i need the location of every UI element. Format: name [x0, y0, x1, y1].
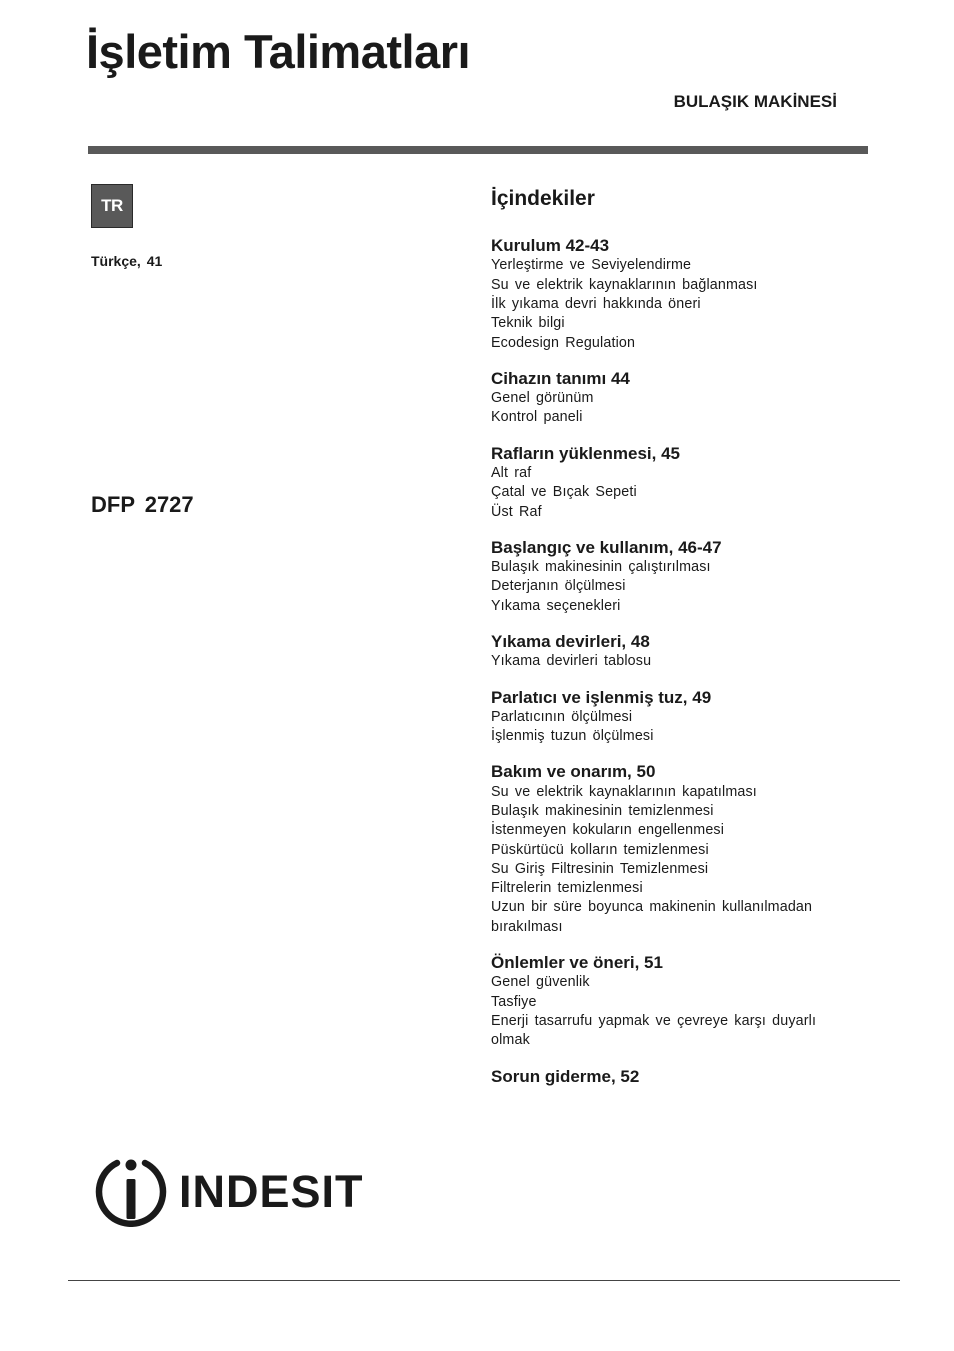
toc-item: Püskürtücü kolların temizlenmesi [491, 841, 709, 858]
toc-section-title: Yıkama devirleri, 48 [491, 632, 650, 652]
product-type: BULAŞIK MAKİNESİ [673, 92, 837, 111]
toc-item: Parlatıcının ölçülmesi [491, 708, 633, 725]
brand-name: INDESIT [179, 1165, 364, 1217]
toc-item-list [491, 558, 911, 616]
toc-item: Yıkama devirleri tablosu [491, 653, 652, 670]
language-badge: TR [91, 184, 133, 228]
language-page-reference: Türkçe, 41 [91, 253, 163, 269]
toc-item: Üst Raf [491, 503, 542, 520]
toc-section [491, 537, 911, 616]
toc-item: İstenmeyen kokuların engellenmesi [491, 822, 725, 839]
document-title: İşletim Talimatları [86, 25, 471, 78]
brand-logo [95, 1155, 364, 1227]
toc-section [491, 952, 911, 1050]
toc-item: Genel görünüm [491, 390, 594, 407]
toc-sections [491, 235, 911, 1087]
toc-item-list [491, 973, 911, 1050]
footer-divider [68, 1280, 900, 1281]
toc-section-title: Başlangıç ve kullanım, 46-47 [491, 537, 722, 557]
header-divider-bar [88, 146, 868, 154]
toc-section [491, 1066, 911, 1087]
toc-item-list [491, 708, 911, 747]
toc-section [491, 761, 911, 937]
toc-item: Filtrelerin temizlenmesi [491, 880, 643, 897]
toc-item: İşlenmiş tuzun ölçülmesi [491, 728, 654, 745]
toc-item: Enerji tasarrufu yapmak ve çevreye karşı duyarlı olmak [491, 1012, 817, 1049]
toc-item-list [491, 652, 911, 671]
toc-item: Uzun bir süre boyunca makinenin kullanılmadan bırakılması [491, 899, 813, 935]
toc-item: Deterjanın ölçülmesi [491, 578, 626, 595]
toc-item: Alt raf [491, 465, 532, 482]
toc-item: Çatal ve Bıçak Sepeti [491, 484, 637, 501]
toc-item: Su Giriş Filtresinin Temizlenmesi [491, 860, 709, 877]
toc-section-title: Parlatıcı ve işlenmiş tuz, 49 [491, 687, 712, 707]
toc-section-title: Sorun giderme, 52 [491, 1066, 640, 1086]
toc-item: Teknik bilgi [491, 315, 565, 332]
toc-item-list [491, 389, 911, 428]
toc-item: Yıkama seçenekleri [491, 597, 621, 614]
toc-section-title: Rafların yüklenmesi, 45 [491, 443, 680, 463]
toc-section-title: Cihazın tanımı 44 [491, 368, 630, 388]
toc-item-list [491, 256, 911, 352]
toc-heading: İçindekiler [491, 187, 595, 210]
model-number: DFP 2727 [91, 492, 194, 517]
toc-item: Kontrol paneli [491, 409, 583, 426]
toc-section-title: Bakım ve onarım, 50 [491, 762, 656, 782]
toc-section [491, 443, 911, 522]
toc-item: İlk yıkama devri hakkında öneri [491, 296, 701, 313]
toc-section [491, 368, 911, 428]
toc-item: Su ve elektrik kaynaklarının kapatılması [491, 783, 757, 800]
toc-item: Bulaşık makinesinin çalıştırılması [491, 559, 711, 576]
toc-item: Yerleştirme ve Seviyelendirme [491, 257, 692, 274]
toc-section-title: Kurulum 42-43 [491, 236, 610, 256]
toc-section [491, 235, 911, 353]
toc-item: Genel güvenlik [491, 974, 590, 991]
toc-section [491, 687, 911, 747]
toc-section-title: Önlemler ve öneri, 51 [491, 953, 663, 973]
indesit-i-logo-icon [95, 1155, 167, 1227]
toc-item-list [491, 783, 911, 937]
toc-item: Ecodesign Regulation [491, 334, 636, 351]
table-of-contents [491, 186, 911, 1102]
toc-item: Su ve elektrik kaynaklarının bağlanması [491, 276, 758, 293]
toc-item: Bulaşık makinesinin temizlenmesi [491, 802, 714, 819]
toc-item-list [491, 464, 911, 522]
toc-item: Tasfiye [491, 993, 537, 1010]
toc-section [491, 631, 911, 672]
